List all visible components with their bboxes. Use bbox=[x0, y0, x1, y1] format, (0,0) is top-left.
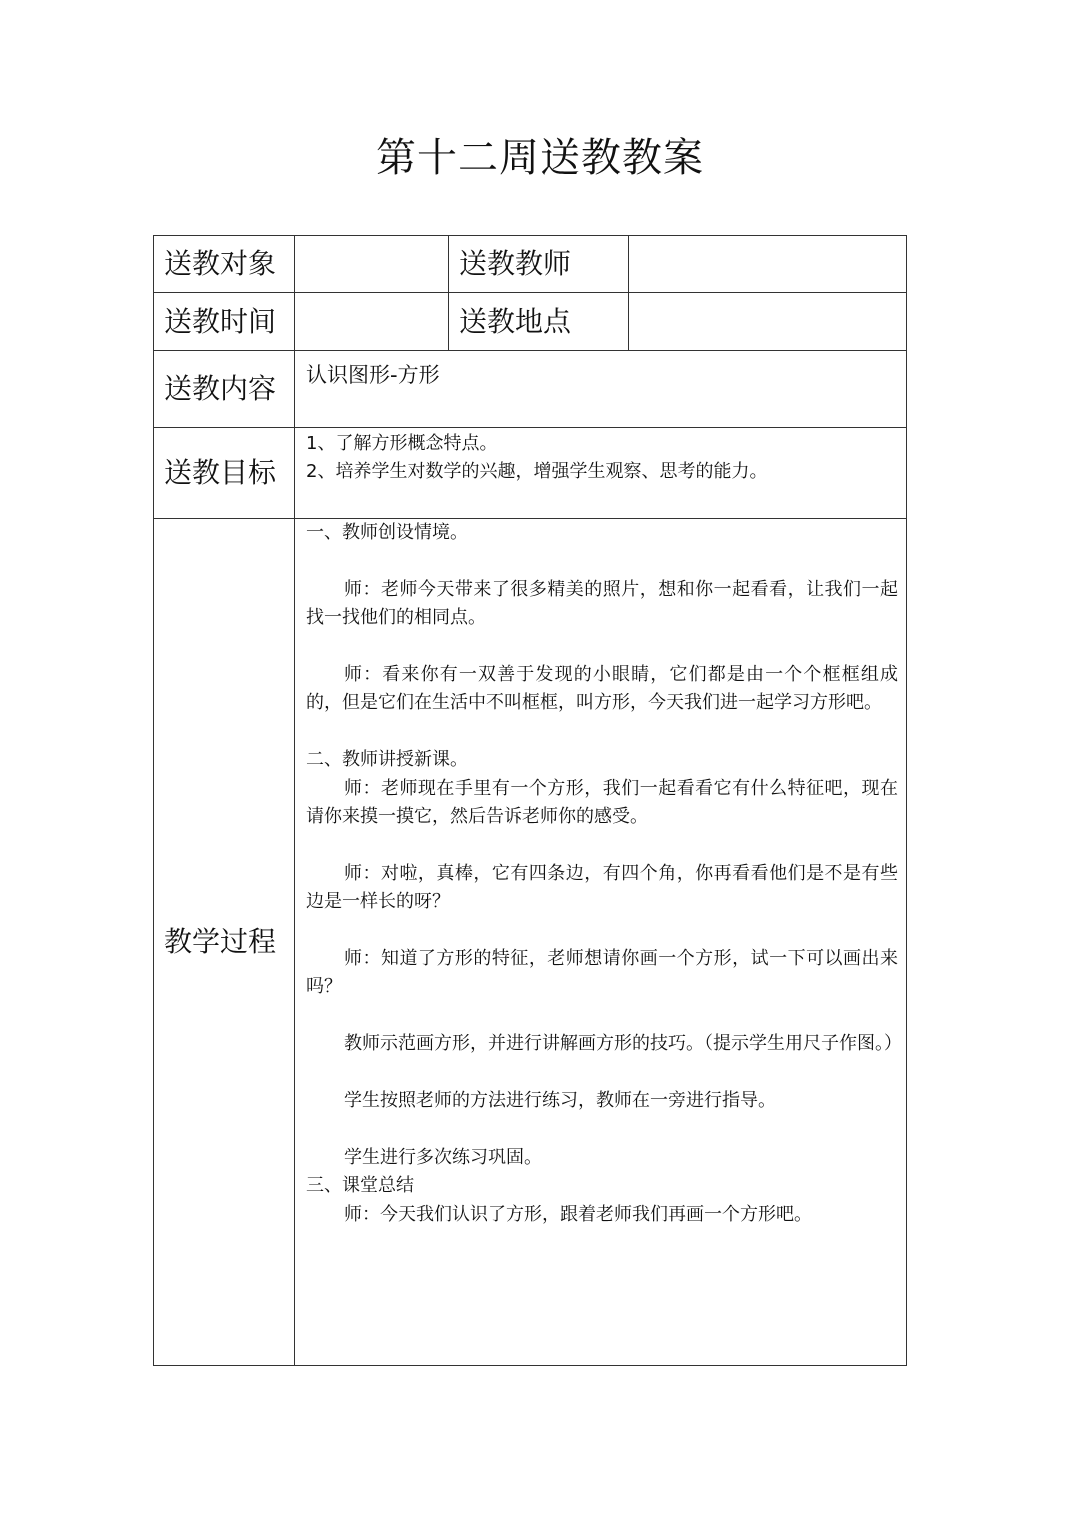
process-paragraph: 师：对啦，真棒，它有四条边，有四个角，你再看看他们是不是有些边是一样长的呀？ bbox=[306, 862, 898, 913]
value-target bbox=[295, 236, 449, 293]
row-time-place bbox=[154, 293, 907, 351]
label-target: 送教对象 bbox=[154, 236, 295, 293]
goals-list bbox=[295, 428, 907, 519]
label-process: 教学过程 bbox=[154, 519, 295, 1366]
lesson-plan-table bbox=[153, 235, 907, 1366]
section-heading: 三、课堂总结 bbox=[306, 1175, 414, 1197]
label-place: 送教地点 bbox=[449, 293, 629, 351]
goal-item: 2、培养学生对数学的兴趣，增强学生观察、思考的能力。 bbox=[306, 461, 768, 483]
process-paragraph: 师：老师现在手里有一个方形，我们一起看看它有什么特征吧，现在请你来摸一摸它，然后告诉老师你的感受。 bbox=[306, 777, 898, 828]
value-content: 认识图形-方形 bbox=[295, 351, 907, 428]
section-heading: 一、教师创设情境。 bbox=[306, 522, 468, 543]
page-title: 第十二周送教教案 bbox=[376, 135, 704, 181]
process-paragraph: 师：老师今天带来了很多精美的照片，想和你一起看看，让我们一起找一找他们的相同点。 bbox=[306, 578, 898, 629]
goal-item: 1、了解方形概念特点。 bbox=[306, 433, 498, 454]
row-content bbox=[154, 351, 907, 428]
process-paragraph: 学生进行多次练习巩固。 bbox=[344, 1146, 542, 1168]
process-paragraph: 师：看来你有一双善于发现的小眼睛，它们都是由一个个框框组成的，但是它们在生活中不叫框框，叫方形，今天我们进一起学习方形吧。 bbox=[306, 664, 898, 714]
section-heading: 二、教师讲授新课。 bbox=[306, 749, 468, 771]
value-place bbox=[629, 293, 907, 351]
process-paragraph: 师：知道了方形的特征，老师想请你画一个方形，试一下可以画出来吗？ bbox=[306, 948, 898, 998]
value-teacher bbox=[629, 236, 907, 293]
label-goals: 送教目标 bbox=[154, 428, 295, 519]
process-body bbox=[295, 519, 907, 1366]
label-time: 送教时间 bbox=[154, 293, 295, 351]
label-teacher: 送教教师 bbox=[449, 236, 629, 293]
label-content: 送教内容 bbox=[154, 351, 295, 428]
process-paragraph: 学生按照老师的方法进行练习，教师在一旁进行指导。 bbox=[344, 1090, 776, 1112]
process-paragraph: 教师示范画方形，并进行讲解画方形的技巧。（提示学生用尺子作图。） bbox=[344, 1033, 902, 1055]
row-target-teacher bbox=[154, 236, 907, 293]
process-paragraph: 师：今天我们认识了方形，跟着老师我们再画一个方形吧。 bbox=[344, 1203, 812, 1225]
value-time bbox=[295, 293, 449, 351]
row-goals bbox=[154, 428, 907, 519]
row-process bbox=[154, 519, 907, 1366]
